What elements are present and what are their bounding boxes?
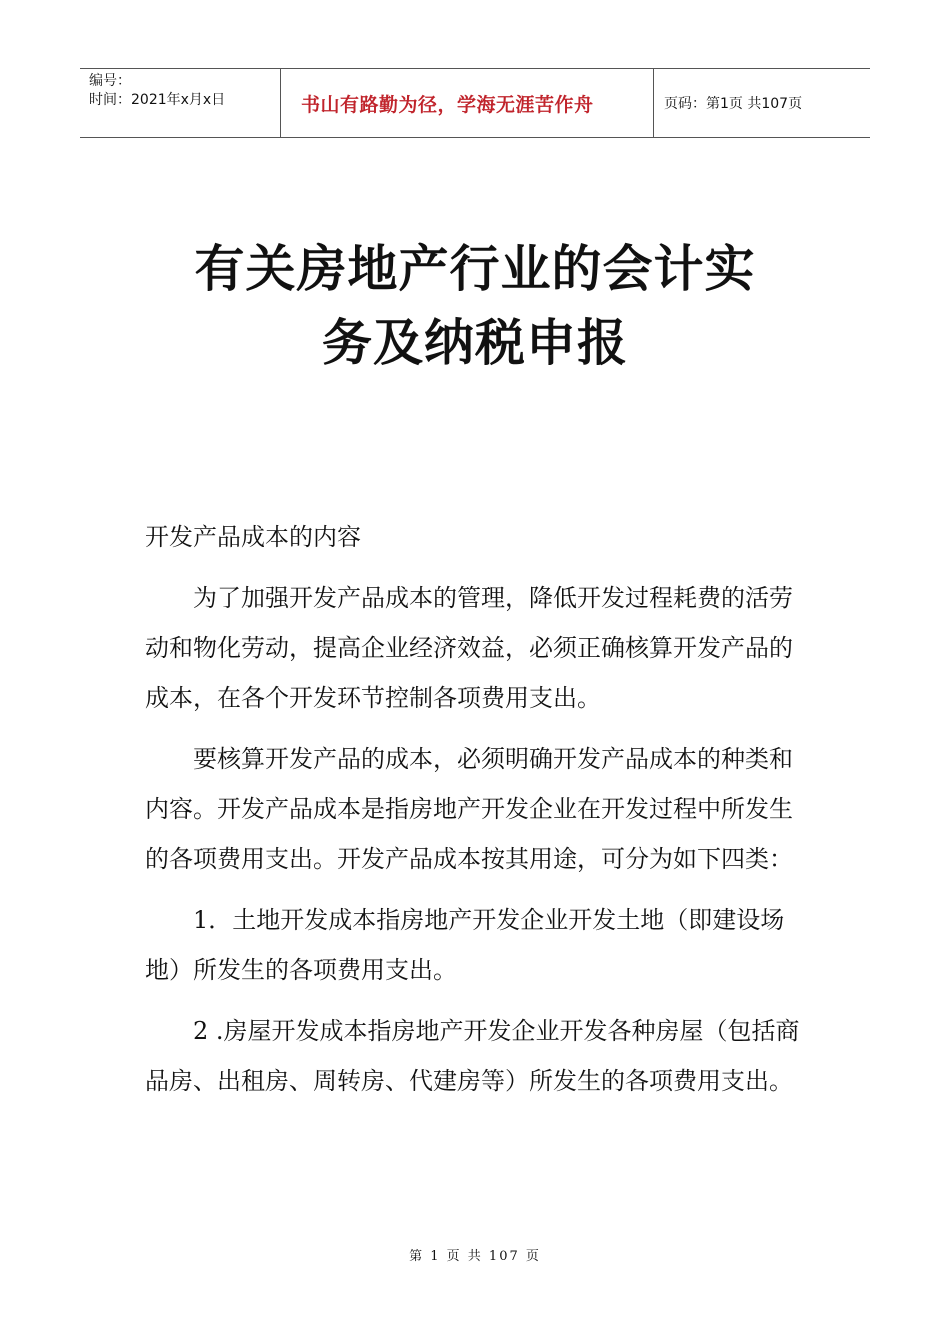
paragraph: 要核算开发产品的成本，必须明确开发产品成本的种类和内容。开发产品成本是指房地产开发企业在开发过程中所发生的各项费用支出。开发产品成本按其用途，可分为如下四类： (145, 745, 793, 873)
list-item: 1．土地开发成本指房地产开发企业开发土地（即建设场地）所发生的各项费用支出。 (145, 906, 785, 984)
document-title (80, 232, 870, 380)
header-table (80, 68, 870, 138)
header-meta-cell (80, 69, 281, 137)
motto-text: 书山有路勤为径，学海无涯苦作舟 (301, 93, 594, 116)
list-item: 2 .房屋开发成本指房地产开发企业开发各种房屋（包括商品房、出租房、周转房、代建房等）所发生的各项费用支出。 (145, 1017, 800, 1095)
header-page-cell (654, 69, 870, 137)
section-heading: 开发产品成本的内容 (145, 523, 361, 551)
serial-label: 编号： (89, 73, 131, 89)
header-motto-cell (281, 69, 654, 137)
title-line-2: 务及纳税申报 (322, 314, 628, 372)
time-label: 时间：2021年x月x日 (89, 92, 226, 108)
page-footer: 第 1 页 共 107 页 (409, 1249, 541, 1264)
document-body (145, 512, 800, 1117)
page-info: 页码：第1页 共107页 (664, 96, 803, 112)
paragraph: 为了加强开发产品成本的管理，降低开发过程耗费的活劳动和物化劳动，提高企业经济效益，必须正确核算开发产品的成本，在各个开发环节控制各项费用支出。 (145, 584, 793, 712)
title-line-1: 有关房地产行业的会计实 (194, 240, 756, 298)
